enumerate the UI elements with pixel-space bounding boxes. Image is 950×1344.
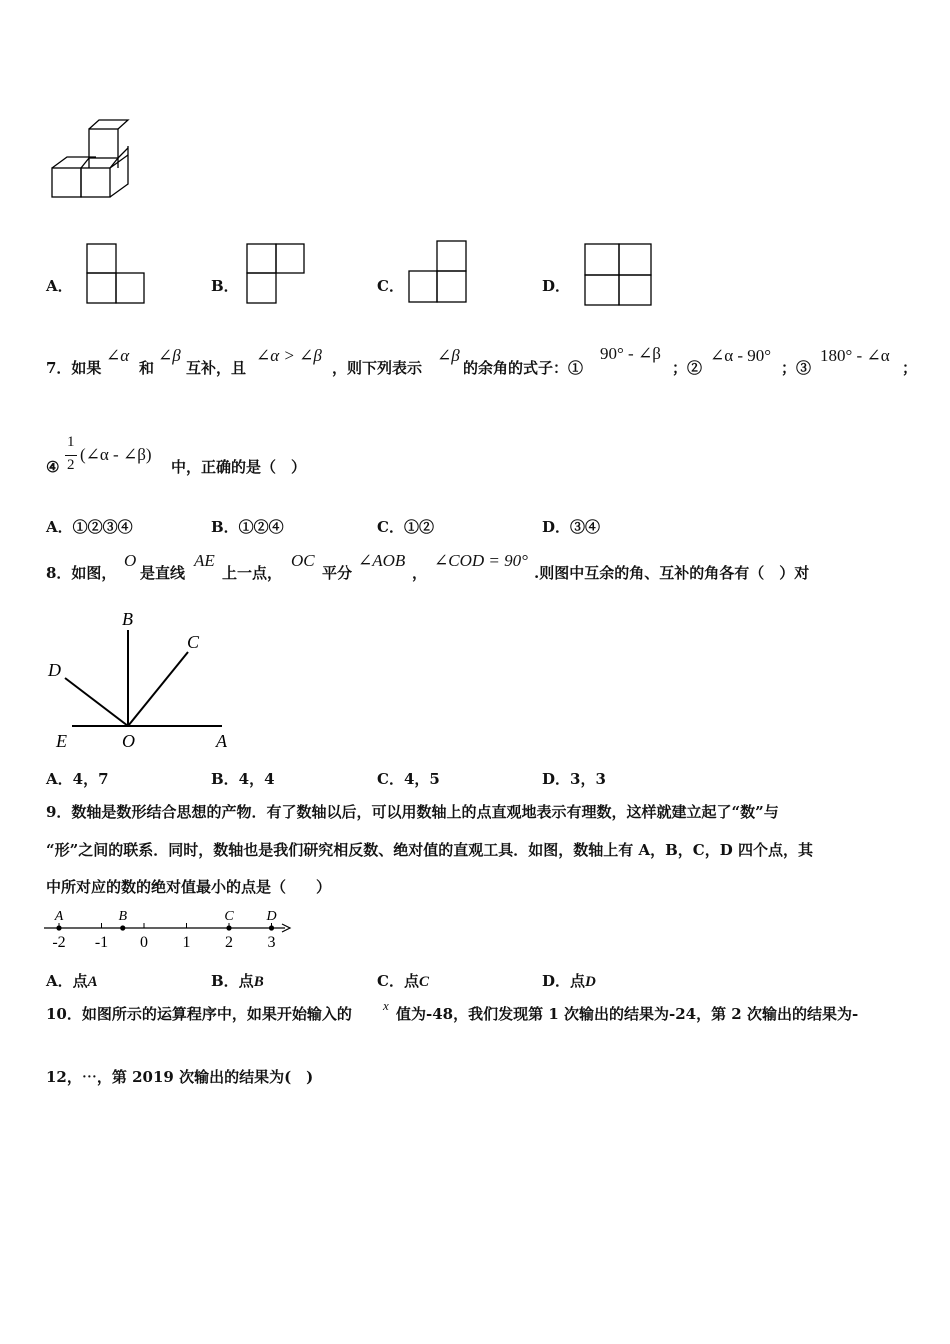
ray-oc	[128, 652, 188, 726]
q6-option-c-figure[interactable]	[408, 240, 468, 304]
q7-text-2: ，则下列表示	[332, 359, 423, 377]
q6-option-c-letter[interactable]: C．	[377, 277, 404, 295]
axis-point-label-a: A	[54, 909, 64, 924]
q9-option-c-prefix: C．点	[377, 972, 419, 990]
q8-text-4: .则图中互余的角、互补的角各有（ ）对	[534, 564, 810, 582]
axis-tick-label: 3	[267, 934, 276, 951]
q7-half-numerator: 1	[67, 434, 75, 450]
q9-option-b[interactable]	[211, 970, 264, 991]
q9-number-line	[40, 903, 300, 953]
q7-expr-2: ∠α - 90°	[710, 346, 772, 365]
q8-option-c[interactable]: C．4，5	[377, 770, 440, 788]
axis-point-label-c: C	[224, 909, 234, 924]
q9-line-1: 9．数轴是数形结合思想的产物．有了数轴以后，可以用数轴上的点直观地表示有理数，这样就建立起了“数”与	[46, 803, 779, 821]
q8-prefix: 8．如图，	[46, 564, 117, 582]
q6-option-d-letter[interactable]: D．	[542, 277, 571, 295]
label-o: O	[122, 731, 135, 751]
label-e: E	[56, 731, 67, 751]
q8-point-o: O	[124, 551, 137, 570]
q9-option-a-prefix: A．点	[46, 972, 88, 990]
q10-text-2: 值为-48，我们发现第 1 次输出的结果为-24，第 2 次输出的结果为-	[396, 1005, 859, 1023]
axis-point-label-b: B	[118, 909, 128, 924]
q7-option-a[interactable]: A．①②③④	[46, 518, 133, 536]
q8-option-a[interactable]: A．4，7	[46, 770, 109, 788]
q10-text-1: 10．如图所示的运算程序中，如果开始输入的	[46, 1005, 352, 1023]
q10-var-x: x	[383, 998, 389, 1013]
q7-expr-3: 180° - ∠α	[820, 346, 890, 365]
q8-comma: ，	[412, 564, 428, 582]
q9-option-b-point: B	[253, 974, 264, 990]
axis-tick-label: 1	[182, 934, 191, 951]
q8-option-d[interactable]: D．3，3	[542, 770, 606, 788]
q7-option-b[interactable]: B．①②④	[211, 518, 284, 536]
axis-point-c	[226, 925, 231, 930]
q8-text-2: 上一点，	[222, 564, 283, 582]
q7-sep-2: ；③	[781, 359, 812, 377]
label-d: D	[48, 660, 61, 680]
q9-option-a[interactable]	[46, 970, 98, 991]
q9-option-b-prefix: B．点	[211, 972, 254, 990]
q7-option-c[interactable]: C．①②	[377, 518, 434, 536]
q6-option-a-figure[interactable]	[86, 243, 146, 305]
q7-and: 和	[139, 359, 155, 377]
q7-angle-alpha: ∠α	[106, 346, 130, 365]
q8-text-3: 平分	[322, 564, 353, 582]
q7-option-d[interactable]: D．③④	[542, 518, 601, 536]
axis-tick-label: -2	[52, 934, 66, 951]
q7-text-4: 中，正确的是（ ）	[171, 458, 307, 476]
q7-condition: ∠α > ∠β	[256, 346, 322, 365]
q8-angle-figure	[46, 606, 246, 756]
q9-option-c-point: C	[418, 974, 429, 990]
q8-text-1: 是直线	[140, 564, 186, 582]
q6-option-b-figure[interactable]	[246, 243, 306, 305]
label-c: C	[187, 632, 200, 652]
q9-option-d-point: D	[585, 974, 596, 990]
q7-prefix: 7．如果	[46, 359, 102, 377]
q7-circle-4: ④	[46, 458, 60, 476]
q10-line-2: 12，⋯，第 2019 次输出的结果为( )	[46, 1068, 314, 1086]
q7-expr-1: 90° - ∠β	[600, 344, 661, 363]
q8-option-b[interactable]: B．4，4	[211, 770, 275, 788]
q8-line-ae: AE	[194, 551, 215, 570]
q7-angle-beta-2: ∠β	[437, 346, 460, 365]
q9-option-d[interactable]	[542, 970, 596, 991]
q8-angle-cod: ∠COD = 90°	[434, 551, 528, 570]
q7-sep-3: ；	[902, 359, 918, 377]
q9-option-a-point: A	[87, 974, 98, 990]
q6-option-a-letter[interactable]: A．	[46, 277, 73, 295]
label-b: B	[122, 609, 133, 629]
q9-line-3: 中所对应的数的绝对值最小的点是（ ）	[46, 878, 332, 896]
q9-option-c[interactable]	[377, 970, 429, 991]
q7-expr-4: (∠α - ∠β)	[80, 445, 152, 464]
axis-tick-label: 2	[225, 934, 233, 951]
axis-tick-label: -1	[94, 934, 109, 951]
axis-point-a	[56, 925, 61, 930]
q9-line-2: “形”之间的联系．同时，数轴也是我们研究相反数、绝对值的直观工具．如图，数轴上有 A，B，C，D 四个点，其	[46, 841, 813, 859]
q7-half-denominator: 2	[67, 457, 75, 473]
q7-text-1: 互补，且	[186, 359, 247, 377]
q8-angle-aob: ∠AOB	[358, 551, 406, 570]
q7-angle-beta: ∠β	[158, 346, 181, 365]
ray-od	[65, 678, 128, 726]
q9-option-d-prefix: D．点	[542, 972, 586, 990]
q8-ray-oc: OC	[291, 551, 315, 570]
q7-fraction-bar	[65, 455, 77, 456]
label-a: A	[216, 731, 227, 751]
axis-point-label-d: D	[266, 909, 277, 924]
q7-sep-1: ；②	[672, 359, 703, 377]
axis-point-b	[120, 925, 125, 930]
q7-text-3: 的余角的式子：①	[463, 359, 584, 377]
q6-option-d-figure[interactable]	[584, 243, 654, 307]
q6-option-b-letter[interactable]: B．	[211, 277, 239, 295]
axis-point-d	[269, 925, 274, 930]
axis-tick-label: 0	[140, 934, 148, 951]
cube-stack-figure	[48, 118, 138, 204]
